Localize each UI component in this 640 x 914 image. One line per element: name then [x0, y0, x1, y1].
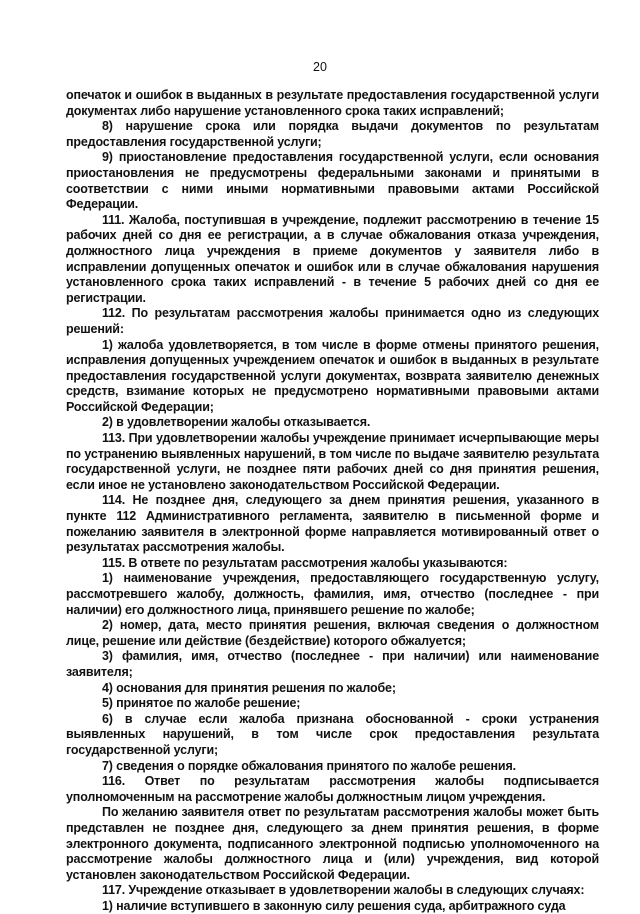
paragraph: 2) номер, дата, место принятия решения, включая сведения о должностном лице, решение или действие (бездействие) которого обжалуется; — [66, 618, 599, 648]
paragraph: 8) нарушение срока или порядка выдачи документов по результатам предоставления государственной услуги; — [66, 119, 599, 149]
paragraph: 115. В ответе по результатам рассмотрения жалобы указываются: — [102, 555, 508, 570]
paragraph: 116. Ответ по результатам рассмотрения жалобы подписывается уполномоченным на рассмотрение жалобы должностным лицом учреждения. — [66, 774, 599, 804]
paragraph: 117. Учреждение отказывает в удовлетворении жалобы в следующих случаях: — [102, 883, 585, 898]
paragraph: 1) наличие вступившего в законную силу решения суда, арбитражного суда — [102, 898, 566, 913]
paragraph: 5) принятое по жалобе решение; — [102, 696, 301, 711]
paragraph: 4) основания для принятия решения по жалобе; — [102, 680, 396, 695]
paragraph: 114. Не позднее дня, следующего за днем принятия решения, указанного в пункте 112 Административного регламента, заявителю в письменной форме и пожеланию заявителя в электронной форме направляется мотивированный ответ о результатах рассмотрения жалобы. — [66, 493, 599, 555]
paragraph: 112. По результатам рассмотрения жалобы принимается одно из следующих решений: — [66, 306, 599, 336]
paragraph: 6) в случае если жалоба признана обоснованной - сроки устранения выявленных нарушений, в том числе срок предоставления результата государственной услуги; — [66, 711, 599, 757]
paragraph: 3) фамилия, имя, отчество (последнее - при наличии) или наименование заявителя; — [66, 649, 599, 679]
page-number: 20 — [313, 60, 327, 74]
paragraph: 7) сведения о порядке обжалования принятого по жалобе решения. — [102, 758, 516, 773]
paragraph: 2) в удовлетворении жалобы отказывается. — [102, 415, 371, 430]
paragraph: 111. Жалоба, поступившая в учреждение, подлежит рассмотрению в течение 15 рабочих дней со дня ее регистрации, а в случае обжалования отказа учреждения, должностного лица учреждения в приеме документов у заявителя либо в исправлении допущенных опечаток и ошибок или в случае обжалования нарушения установленного срока таких исправлений - в течение 5 рабочих дней со дня ее регистрации. — [66, 212, 599, 305]
paragraph: 1) наименование учреждения, предоставляющего государственную услугу, рассмотревшего жалобу, должность, фамилия, имя, отчество (последнее - при наличии) его должностного лица, принявшего решение по жалобе; — [66, 571, 599, 617]
paragraph-continuation: опечаток и ошибок в выданных в результате предоставления государственной услуги документах либо нарушение установленного срока таких исправлений; — [66, 88, 599, 118]
paragraph: 113. При удовлетворении жалобы учреждение принимает исчерпывающие меры по устранению выявленных нарушений, в том числе по выдаче заявителю результата государственной услуги, не позднее пяти рабочих дней со дня принятия решения, если иное не установлено законодательством Российской Федерации. — [66, 431, 599, 492]
paragraph: 1) жалоба удовлетворяется, в том числе в форме отмены принятого решения, исправления допущенных учреждением опечаток и ошибок в выданных в результате предоставления государственной услуги документах, возврата заявителю денежных средств, взимание которых не предусмотрено нормативными правовыми актами Российской Федерации; — [66, 337, 599, 414]
document-body — [66, 88, 599, 914]
paragraph: По желанию заявителя ответ по результатам рассмотрения жалобы может быть представлен не позднее дня, следующего за днем принятия решения, в форме электронного документа, подписанного электронной подписью уполномоченного на рассмотрение жалобы должностного лица и (или) учреждения, вид которой установлен законодательством Российской Федерации. — [66, 805, 599, 882]
paragraph: 9) приостановление предоставления государственной услуги, если основания приостановления не предусмотрены федеральными законами и принятыми в соответствии с ними иными нормативными правовыми актами Российской Федерации. — [66, 150, 599, 212]
